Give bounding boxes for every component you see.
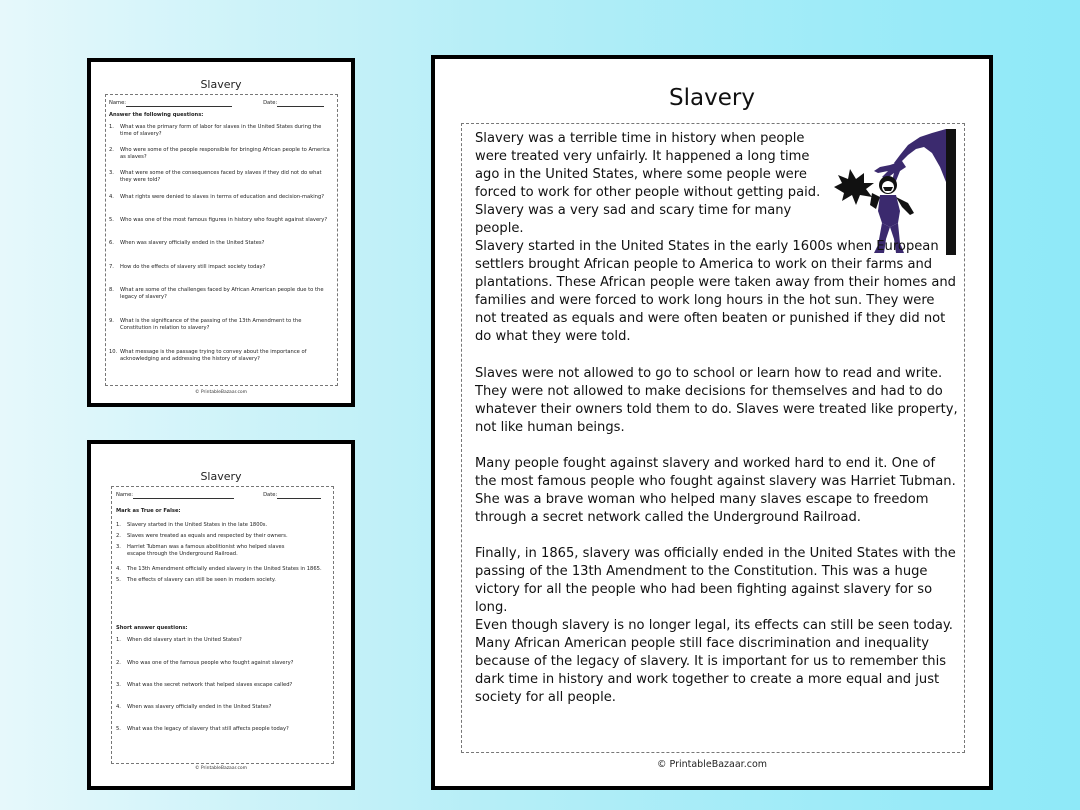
worksheet2-date-label: Date: (263, 492, 278, 498)
worksheet2-name-date-row (116, 492, 332, 499)
worksheet2-sa-heading: Short answer questions: (116, 625, 188, 631)
worksheet1-title: Slavery (200, 78, 242, 91)
worksheet2-name-line (133, 492, 234, 499)
worksheet2-name-label: Name: (116, 492, 134, 498)
worksheet1-question: 1. What was the primary form of labor for slaves in the United States during the time of slavery? (109, 124, 322, 137)
worksheet2-title: Slavery (200, 470, 242, 483)
worksheet2-tf-item: 4. The 13th Amendment officially ended slavery in the United States in 1865. (116, 566, 322, 572)
passage-title: Slavery (669, 85, 755, 111)
passage-paragraph: Even though slavery is no longer legal, its effects can still be seen today. Many African American people still face discrimination and inequality because of the legacy of slavery. It is important for us to remember this dark time in history and work together to create a more equal and just society for all people. (475, 618, 953, 706)
worksheet1-question: 2. Who were some of the people responsible for bringing African people to America as slaves? (109, 147, 330, 160)
worksheet2-tf-item: 2. Slaves were treated as equals and respected by their owners. (116, 533, 288, 539)
worksheet1-name-date-row (109, 100, 337, 107)
worksheet1-name-label: Name: (109, 100, 127, 106)
worksheet2-tf-item: 1. Slavery started in the United States in the late 1800s. (116, 522, 268, 528)
worksheet1-question: 7. How do the effects of slavery still impact society today? (109, 264, 266, 270)
passage-paragraph: Slavery started in the United States in the early 1600s when European settlers brought African people to America to work on their farms and plantations. These African people were taken away from their homes and families and were forced to work long hours in the hot sun. They were not treated as equals and were often beaten or punished if they did not do what they were told. (475, 239, 956, 345)
worksheet1-question: 8. What are some of the challenges faced by African American people due to the legacy of slavery? (109, 287, 324, 300)
worksheet1-question: 9. What is the significance of the passing of the 13th Amendment to the Constitution in relation to slavery? (109, 318, 302, 331)
passage-paragraph: Slavery was a terrible time in history when people were treated very unfairly. It happened a long time ago in the United States, where some people were forced to work for other people without getting paid. Slavery was a very sad and scary time for many people. (475, 131, 821, 237)
reading-passage-page (431, 55, 993, 790)
worksheet1-footer: © PrintableBazaar.com (194, 390, 248, 395)
passage-paragraph: Many people fought against slavery and worked hard to end it. One of the most famous people who fought against slavery was Harriet Tubman. She was a brave woman who helped many slaves escape to freedom through a secret network called the Underground Railroad. (475, 456, 956, 526)
worksheet1-heading: Answer the following questions: (109, 112, 204, 118)
worksheet2-sa-item: 1. When did slavery start in the United States? (116, 637, 242, 643)
worksheet1-name-line (126, 100, 232, 107)
passage-footer: © PrintableBazaar.com (656, 759, 768, 770)
worksheet1-question: 3. What were some of the consequences faced by slaves if they did not do what they were told? (109, 170, 322, 183)
passage-paragraph: Slaves were not allowed to go to school or learn how to read and write. They were not allowed to make decisions for themselves and had to do whatever their owners told them to do. Slaves were treated like property, not like human beings. (475, 366, 958, 436)
worksheet1-question: 4. What rights were denied to slaves in terms of education and decision-making? (109, 194, 325, 200)
worksheet2-sa-item: 3. What was the secret network that helped slaves escape called? (116, 682, 293, 688)
worksheet1-question: 5. Who was one of the most famous figures in history who fought against slavery? (109, 217, 328, 223)
worksheet-true-false-page (87, 440, 355, 790)
worksheet2-sa-item: 2. Who was one of the famous people who fought against slavery? (116, 660, 294, 666)
worksheet2-sa-item: 5. What was the legacy of slavery that still affects people today? (116, 726, 289, 732)
worksheet2-tf-item: 3. Harriet Tubman was a famous abolitionist who helped slaves escape through the Underground Railroad. (116, 544, 285, 557)
worksheet2-footer: © PrintableBazaar.com (194, 766, 248, 771)
passage-paragraph: Finally, in 1865, slavery was officially ended in the United States with the passing of the 13th Amendment to the Constitution. This was a huge victory for all the people who had been fighting against slavery for so long. (475, 546, 956, 616)
worksheet1-date-line (277, 100, 324, 107)
worksheet2-date-line (277, 492, 321, 499)
worksheet-questions-page (87, 58, 355, 407)
worksheet2-tf-item: 5. The effects of slavery can still be seen in modern society. (116, 577, 276, 583)
worksheet1-question: 10. What message is the passage trying to convey about the importance of acknowledging and addressing the history of slavery? (109, 349, 307, 362)
worksheet2-tf-heading: Mark as True or False: (116, 508, 181, 514)
worksheet1-question: 6. When was slavery officially ended in the United States? (109, 240, 265, 246)
worksheet1-date-label: Date: (263, 100, 278, 106)
worksheet2-sa-item: 4. When was slavery officially ended in the United States? (116, 704, 272, 710)
